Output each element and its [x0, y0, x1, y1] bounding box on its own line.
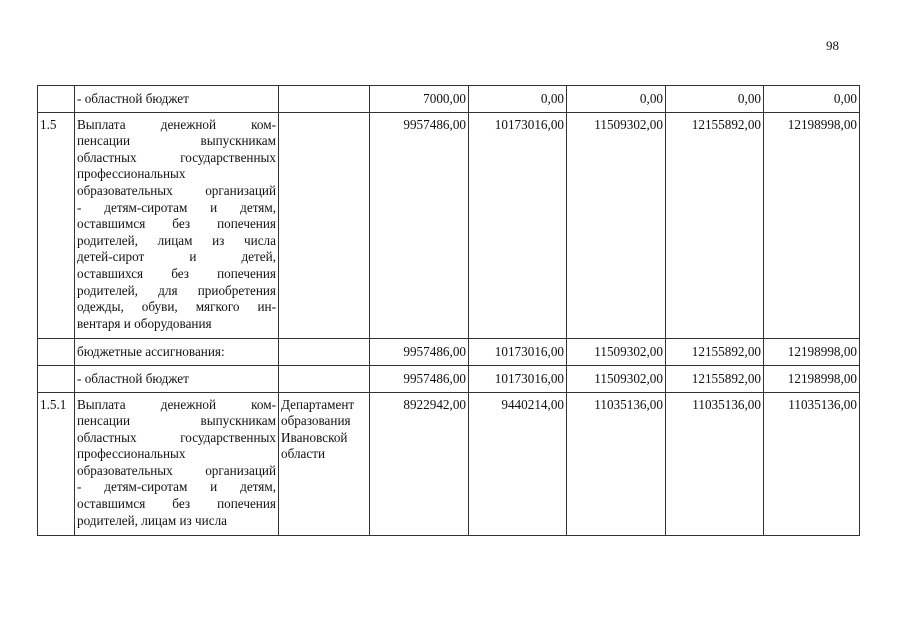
- amount-cell: 12198998,00: [764, 365, 860, 392]
- description-cell: [75, 86, 279, 113]
- table-row: [38, 339, 860, 366]
- amount-cell: 9957486,00: [370, 339, 469, 366]
- amount-cell: 11035136,00: [666, 392, 764, 536]
- description-line: образовательных организаций: [77, 182, 276, 198]
- description-line: образовательных организаций: [77, 462, 276, 478]
- responsible-line: образования: [281, 413, 351, 429]
- amount-cell: 12198998,00: [764, 112, 860, 339]
- item-number-cell: 1.5: [38, 112, 75, 339]
- budget-table: [37, 85, 860, 536]
- description-line: профессиональных: [77, 166, 186, 182]
- responsible-cell: [279, 365, 370, 392]
- responsible-line: области: [281, 446, 326, 462]
- description-line: - областной бюджет: [77, 91, 189, 106]
- amount-cell: 10173016,00: [469, 112, 567, 339]
- amount-cell: 9957486,00: [370, 365, 469, 392]
- table-row: [38, 86, 860, 113]
- responsible-cell: [279, 112, 370, 339]
- amount-cell: 0,00: [764, 86, 860, 113]
- description-line: профессиональных: [77, 446, 186, 462]
- amount-cell: 12155892,00: [666, 339, 764, 366]
- responsible-cell: [279, 86, 370, 113]
- description-line: - детям-сиротам и детям,: [77, 479, 276, 495]
- item-number-cell: [38, 365, 75, 392]
- table-body: [38, 86, 860, 536]
- amount-cell: 11509302,00: [567, 365, 666, 392]
- item-number-cell: 1.5.1: [38, 392, 75, 536]
- amount-cell: 9440214,00: [469, 392, 567, 536]
- description-line: Выплата денежной ком-: [77, 116, 276, 132]
- item-number-cell: [38, 339, 75, 366]
- amount-cell: 11035136,00: [764, 392, 860, 536]
- amount-cell: 12155892,00: [666, 365, 764, 392]
- description-line: вентаря и оборудования: [77, 315, 212, 331]
- amount-cell: 7000,00: [370, 86, 469, 113]
- description-line: оставшимся без попечения: [77, 216, 276, 232]
- amount-cell: 0,00: [469, 86, 567, 113]
- responsible-line: Ивановской: [281, 429, 348, 445]
- description-line: оставшихся без попечения: [77, 265, 276, 281]
- description-line: родителей, для приобретения: [77, 282, 276, 298]
- description-cell: [75, 339, 279, 366]
- page-number: 98: [826, 38, 839, 53]
- amount-cell: 11509302,00: [567, 339, 666, 366]
- description-line: одежды, обуви, мягкого ин-: [77, 299, 276, 315]
- responsible-line: Департамент: [281, 396, 355, 412]
- description-line: областных государственных: [77, 149, 276, 165]
- description-line: - детям-сиротам и детям,: [77, 199, 276, 215]
- description-line: родителей, лицам из числа: [77, 512, 228, 528]
- description-line: пенсации выпускникам: [77, 413, 276, 429]
- amount-cell: 11035136,00: [567, 392, 666, 536]
- item-number-cell: [38, 86, 75, 113]
- description-line: пенсации выпускникам: [77, 133, 276, 149]
- amount-cell: 0,00: [567, 86, 666, 113]
- amount-cell: 10173016,00: [469, 365, 567, 392]
- amount-cell: 0,00: [666, 86, 764, 113]
- amount-cell: 12155892,00: [666, 112, 764, 339]
- description-line: детей-сирот и детей,: [77, 249, 276, 265]
- description-cell: [75, 112, 279, 339]
- description-line: бюджетные ассигнования:: [77, 344, 225, 360]
- amount-cell: 12198998,00: [764, 339, 860, 366]
- responsible-cell: [279, 339, 370, 366]
- description-cell: [75, 365, 279, 392]
- amount-cell: 9957486,00: [370, 112, 469, 339]
- amount-cell: 11509302,00: [567, 112, 666, 339]
- description-line: областных государственных: [77, 429, 276, 445]
- description-cell: [75, 392, 279, 536]
- description-line: Выплата денежной ком-: [77, 396, 276, 412]
- table-row: [38, 392, 860, 536]
- table-row: [38, 112, 860, 339]
- amount-cell: 10173016,00: [469, 339, 567, 366]
- description-line: оставшимся без попечения: [77, 496, 276, 512]
- description-line: родителей, лицам из числа: [77, 232, 276, 248]
- amount-cell: 8922942,00: [370, 392, 469, 536]
- description-line: - областной бюджет: [77, 370, 189, 386]
- responsible-cell: [279, 392, 370, 536]
- table-row: [38, 365, 860, 392]
